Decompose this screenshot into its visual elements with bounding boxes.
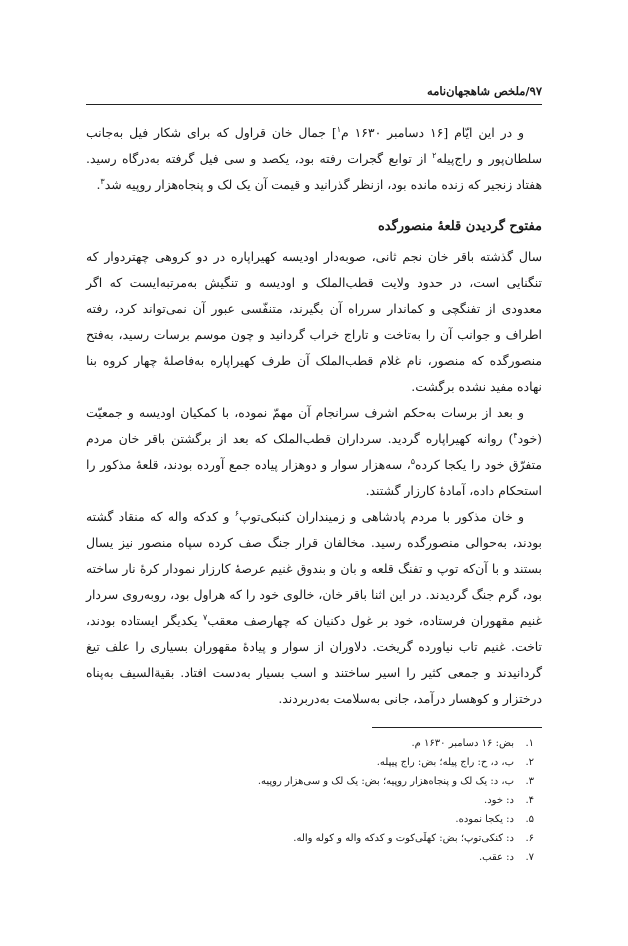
footnote-item	[86, 753, 542, 772]
footnotes-list	[86, 734, 542, 867]
footnote-item	[86, 848, 542, 867]
paragraph-after-rains	[86, 400, 542, 504]
footnote-mark[interactable]: ۵	[410, 456, 415, 466]
footnote-text: د: یکجا نموده.	[455, 814, 514, 825]
footnote-text: د: کنکی‌توپ؛ بض: کهلَی‌کوت و کدکه واله و کوله واله.	[293, 833, 514, 844]
running-header: ۹۷/ملخص شاهجهان‌نامه	[427, 84, 542, 98]
main-text	[86, 120, 542, 712]
text-run: ] جمال خان قراول که برای شکار فیل به‌جانب سلطان‌پور و راج‌پیله	[86, 125, 542, 166]
footnote-item	[86, 791, 542, 810]
footnote-text: ب، د، ح: راج پیله؛ بض: راج پیپله.	[376, 757, 514, 768]
footnote-number: ۲.	[525, 757, 534, 768]
footnote-text: د: خود.	[484, 795, 514, 806]
footnote-mark[interactable]: ۲	[432, 150, 437, 160]
footnote-number: ۱.	[525, 738, 534, 749]
text-run: .	[96, 177, 101, 192]
footnote-mark[interactable]: ۳	[100, 176, 105, 186]
footnote-number: ۶.	[525, 833, 534, 844]
footnote-text: بض: ۱۶ دسامبر ۱۶۳۰ م.	[411, 738, 514, 749]
text-run: یکدیگر ایستاده بودند، تاخت. غنیم تاب نیاورده گریخت. دلاوران از سوار و پیادهٔ مقهوران بسیاری را علف تیغ گردانیدند و جمعی کثیر را اسیر ساختند و اسب بسیار به‌دست افتاد. بقیةالسیف به‌پناه درختزار و کوهسار درآمد، جانی به‌سلامت به‌دربردند.	[86, 613, 542, 706]
paragraph-battle	[86, 504, 542, 712]
text-run: ، سه‌هزار سوار و دوهزار پیاده جمع آورده بودند، قلعهٔ مذکور را استحکام داده، آمادهٔ کارزار گشتند.	[86, 457, 542, 498]
paragraph-previous-year: سال گذشته باقر خان نجم ثانی، صوبه‌دار اودیسه کهیراپاره در دو کروهی چهتردوار که تنگنایی است، در حدود ولایت قطب‌الملک و اودیسه و تنگیش به‌مرتبه‌ایست که اگر معدودی از تفنگچی و کماندار سرراه آن بگیرند، متنفّسی عبور آن نمی‌تواند کرد، رفته اطراف و جوانب آن را به‌تاخت و تاراج خراب گردانید و چون موسم برسات رسید، به‌فتح منصورگده که منصور، نام غلام قطب‌الملک آن طرف کهیراپاره به‌فاصلهٔ چهار کروه بنا نهاده مفید نشده برگشت.	[86, 249, 542, 394]
text-run: و بعد از برسات به‌حکم اشرف سرانجام آن مهمّ نموده، با کمکیان اودیسه و جمعیّت (خود	[86, 405, 542, 446]
footnote-number: ۳.	[525, 776, 534, 787]
text-run: و کدکه واله که منقاد گشته بودند، به‌حوالی منصورگده رسید. مخالفان قرار جنگ صف کرده سپاه منصور نیز یسال بستند و با آن‌که توپ و تفنگ قلعه و بان و بندوق غنیم عرصهٔ کارزار نمودار کرهٔ نار ساخته بود، گرم جنگ گردیدند. در این اثنا باقر خان، خالوی خود را که هراول بود، روبه‌روی سردار غنیم مقهوران فرستاده، خود بر غول دکنیان که چهارصف معقب	[86, 509, 542, 628]
footnote-mark[interactable]: ۶	[234, 508, 239, 518]
footnote-mark[interactable]: ۷	[202, 612, 208, 622]
footnote-item	[86, 829, 542, 848]
text-run: ) روانه کهیراپاره گردید. سرداران قطب‌الملک که بعد از برگشتن باقر خان مردم متفرّق خود را یکجا کرده	[86, 431, 543, 472]
footnote-text: ب، د: یک لک و پنجاه‌هزار روپیه؛ بض: یک لک و سی‌هزار روپیه.	[257, 776, 514, 787]
footnote-item	[86, 810, 542, 829]
footnote-item	[86, 772, 542, 791]
footnote-mark[interactable]: ۴	[513, 430, 518, 440]
footnote-mark[interactable]: ۱	[336, 124, 342, 134]
header-rule	[86, 104, 542, 105]
footnote-item	[86, 734, 542, 753]
text-run: و در این ایّام [۱۶ دسامبر ۱۶۳۰ م	[341, 125, 524, 140]
footnote-number: ۷.	[525, 852, 534, 863]
text-run: از توابع گجرات رفته بود، یکصد و سی فیل گرفته به‌درگاه رسید. هفتاد زنجیر که زنده مانده بود، ازنظر گذرانید و قیمت آن یک لک و پنجاه‌هزار روپیه شد	[86, 151, 542, 192]
section-heading: مفتوح گردیدن قلعهٔ منصورگده	[377, 219, 542, 234]
paragraph-elephant-hunt	[86, 120, 542, 198]
footnote-rule	[372, 727, 542, 728]
footnote-number: ۵.	[525, 814, 534, 825]
footnote-text: د: عقب.	[478, 852, 514, 863]
text-run: و خان مذکور با مردم پادشاهی و زمینداران کنبکی‌توپ	[239, 509, 525, 524]
footnote-number: ۴.	[525, 795, 534, 806]
